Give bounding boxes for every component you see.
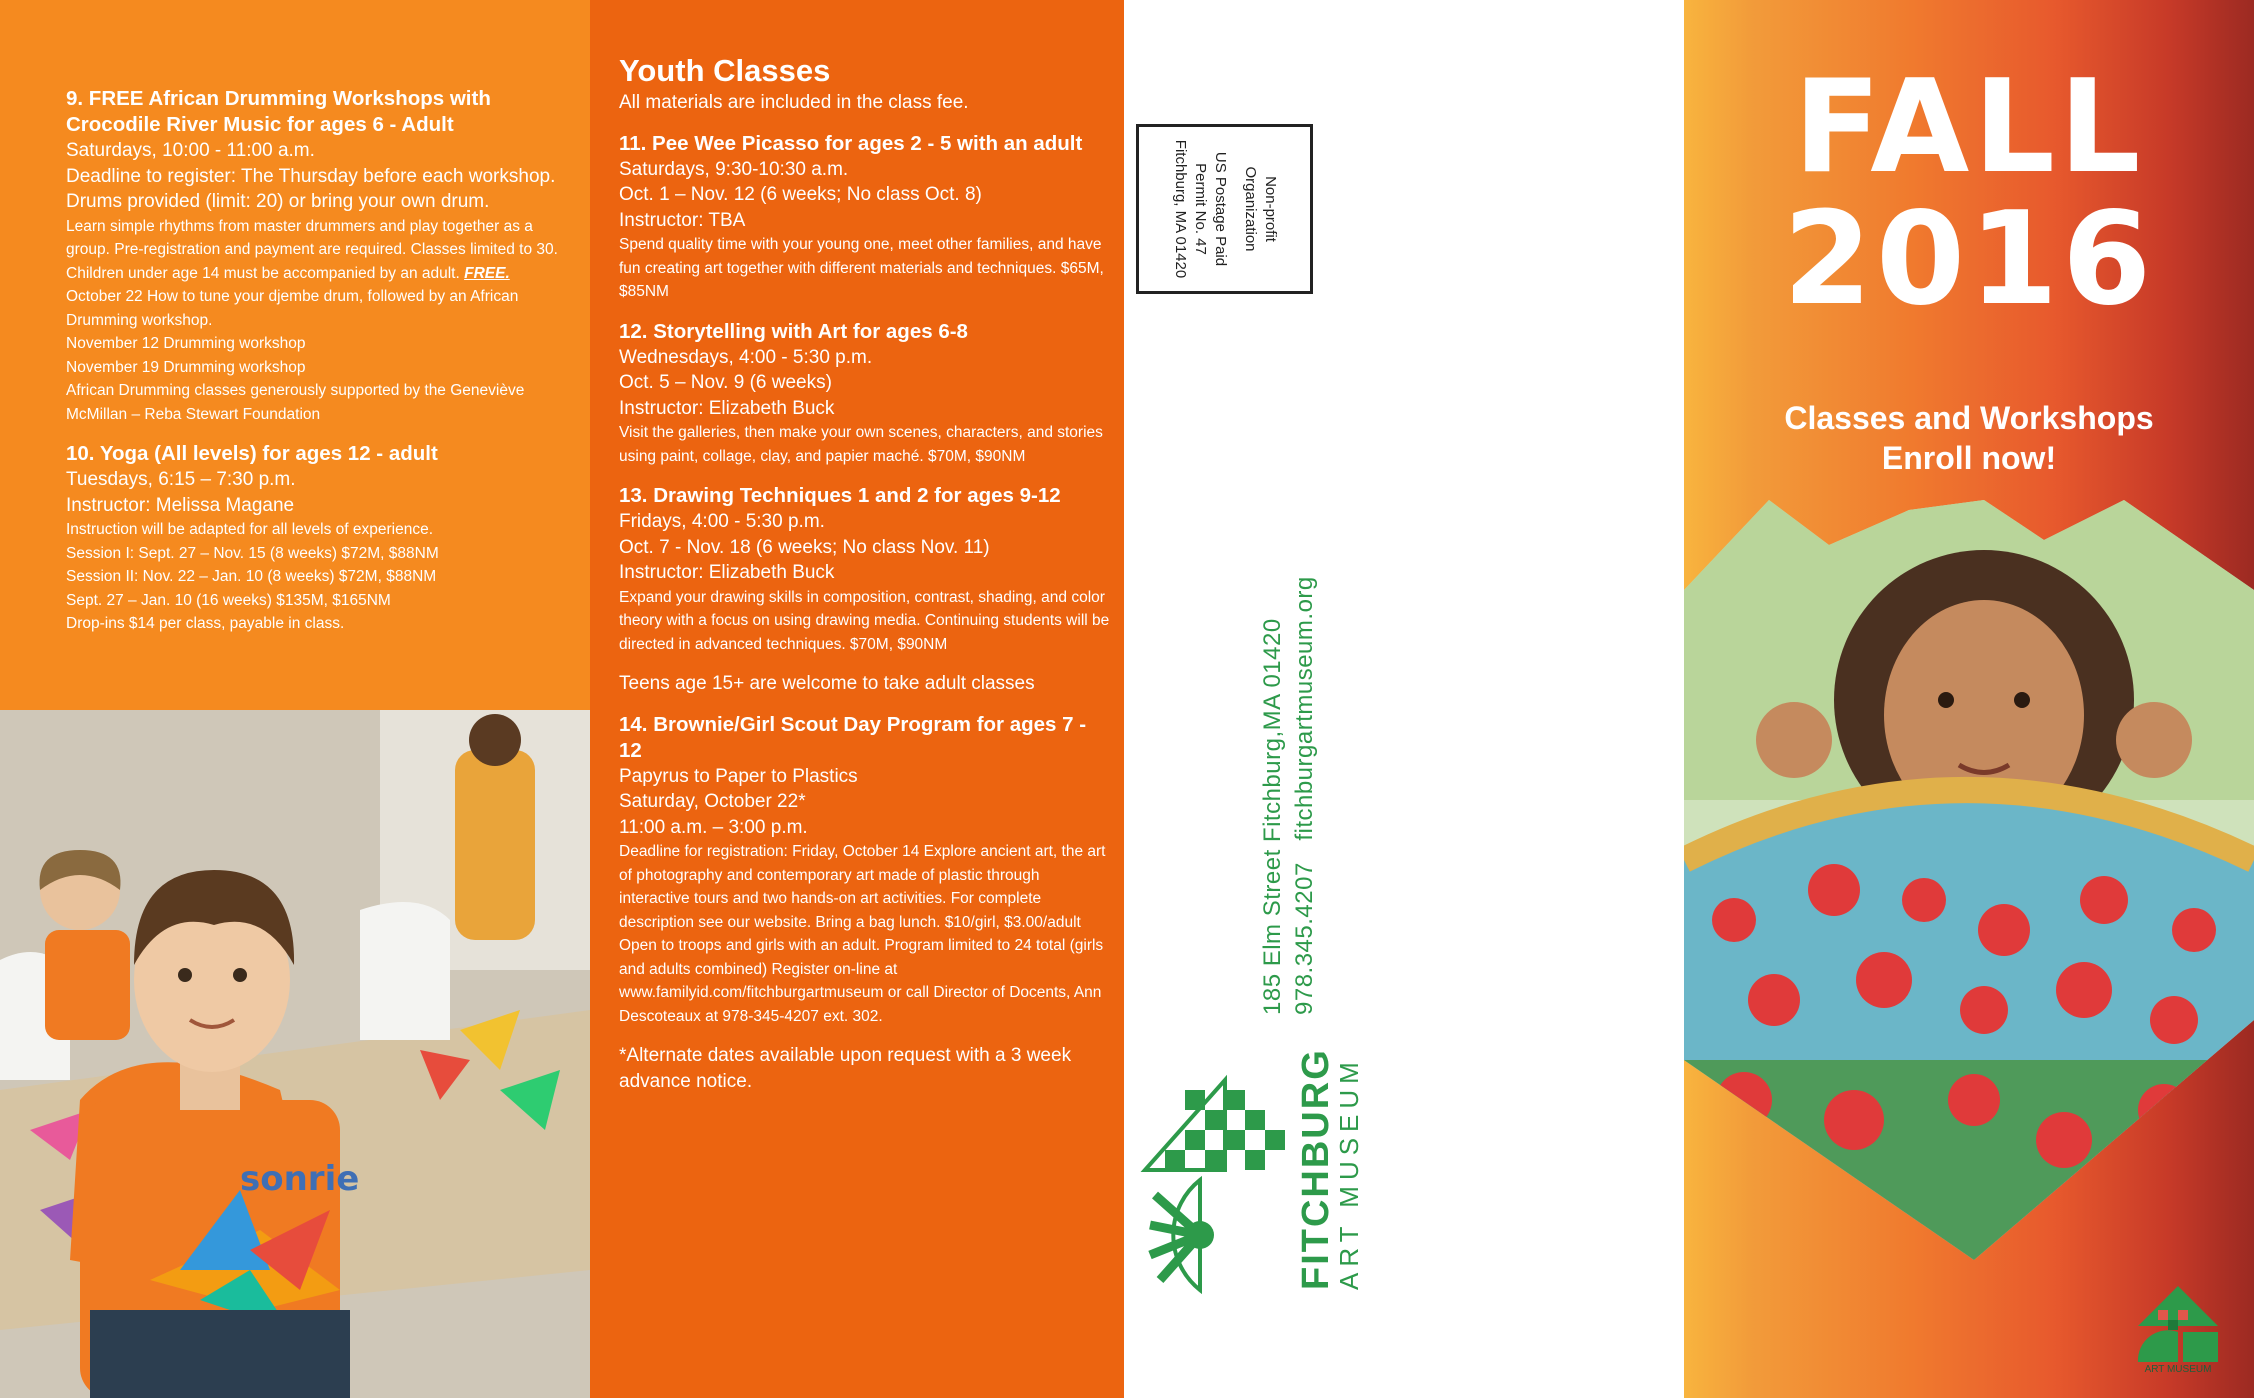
panel-drumming-yoga	[0, 0, 590, 1398]
item14-date: Saturday, October 22*	[619, 791, 806, 812]
item13-instructor: Instructor: Elizabeth Buck	[619, 562, 835, 583]
tagline-line1: Classes and Workshops	[1784, 400, 2154, 436]
boy-art-class-photo	[0, 710, 590, 1398]
item14-program: Papyrus to Paper to Plastics	[619, 765, 858, 787]
item9-session-3: November 19 Drumming workshop	[66, 358, 306, 376]
item12-description: Visit the galleries, then make your own scenes, characters, and stories using paint, collage, clay, and papier maché. $70M, $90NM	[619, 424, 1103, 465]
spacer	[619, 468, 1110, 483]
museum-name	[1297, 1048, 1363, 1290]
spacer	[66, 426, 568, 441]
item10-line: Session I: Sept. 27 – Nov. 15 (8 weeks) $72M, $88NM	[66, 544, 439, 562]
alternate-dates-note: *Alternate dates available upon request with a 3 week advance notice.	[619, 1045, 1072, 1092]
youth-classes-subtitle: All materials are included in the class fee.	[619, 92, 969, 113]
item10-line: Session II: Nov. 22 – Jan. 10 (8 weeks) $72M, $88NM	[66, 568, 437, 585]
indicia-line: US Postage Paid	[1211, 151, 1229, 267]
youth-classes-heading: Youth Classes	[619, 53, 831, 88]
boy-photo-illustration	[0, 710, 590, 1398]
item9-schedule: Saturdays, 10:00 - 11:00 a.m.	[66, 140, 315, 161]
item9-title: 9. FREE African Drumming Workshops with Crocodile River Music for ages 6 - Adult	[66, 87, 491, 136]
season-title	[1684, 53, 2254, 334]
item13-description: Expand your drawing skills in composition, contrast, shading, and color theory with a focus on using drawing media. Continuing students will be directed in advanced techniques. $70M, $90NM	[619, 588, 1110, 653]
item13-dates: Oct. 7 - Nov. 18 (6 weeks; No class Nov. 11)	[619, 536, 990, 558]
item11-description: Spend quality time with your young one, meet other families, and have fun creating art together with different materials and techniques. $65M, $85NM	[619, 236, 1104, 300]
item11-instructor: Instructor: TBA	[619, 209, 746, 231]
return-address	[1257, 576, 1321, 1015]
teens-note: Teens age 15+ are welcome to take adult classes	[619, 673, 1035, 694]
museum-name-line2: ART MUSEUM	[1334, 1056, 1364, 1290]
item14-time: 11:00 a.m. – 3:00 p.m.	[619, 816, 808, 838]
item13-schedule: Fridays, 4:00 - 5:30 p.m.	[619, 511, 825, 532]
svg-text:sonrie: sonrie	[240, 1159, 360, 1199]
panel1-text	[0, 0, 590, 710]
spacer	[619, 656, 1110, 671]
indicia-line: Non-profit	[1261, 176, 1279, 242]
item12-instructor: Instructor: Elizabeth Buck	[619, 397, 835, 419]
item10-line: Drop-ins $14 per class, payable in class.	[66, 615, 345, 632]
season-line1: FALL	[1793, 53, 2145, 202]
cover-tagline	[1684, 398, 2254, 478]
museum-logo-icon	[1140, 1070, 1310, 1300]
indicia-line: Fitchburg, MA 01420	[1171, 139, 1189, 279]
item9-deadline: Deadline to register: The Thursday before each workshop. Drums provided (limit: 20) or bring your own drum.	[66, 165, 556, 212]
item10-schedule: Tuesdays, 6:15 – 7:30 p.m.	[66, 469, 296, 490]
indicia-line: Permit No. 47	[1191, 163, 1209, 255]
postage-indicia	[1136, 124, 1313, 294]
item11-title: 11. Pee Wee Picasso for ages 2 - 5 with an adult	[619, 131, 1083, 155]
item10-title: 10. Yoga (All levels) for ages 12 - adult	[66, 442, 438, 465]
item10-line: Sept. 27 – Jan. 10 (16 weeks) $135M, $165NM	[66, 591, 391, 609]
item14-title: 14. Brownie/Girl Scout Day Program for ages 7 - 12	[619, 712, 1087, 762]
museum-name-line1: FITCHBURG	[1295, 1048, 1337, 1290]
item12-title: 12. Storytelling with Art for ages 6-8	[619, 319, 968, 343]
season-line2: 2016	[1782, 185, 2156, 334]
item9-free: FREE.	[464, 264, 510, 282]
item10-line: Instruction will be adapted for all levels of experience.	[66, 521, 434, 538]
item14-description: Deadline for registration: Friday, October 14 Explore ancient art, the art of photography and contemporary art made of plastic through interactive tours and two hands-on art activities. For complete description see our website. Bring a bag lunch. $10/girl, $3.00/adult Open to troops and girls with an adult. Program limited to 24 total (girls and adults combined) Register on-line at www.familyid.com/fitchburgartmuseum or call Director of Docents, Ann Descoteaux at 978-345-4207 ext. 302.	[619, 843, 1106, 1025]
item9-session-2: November 12 Drumming workshop	[66, 335, 306, 352]
item12-dates: Oct. 5 – Nov. 9 (6 weeks)	[619, 372, 832, 393]
item11-schedule: Saturdays, 9:30-10:30 a.m.	[619, 158, 849, 180]
item10-instructor: Instructor: Melissa Magane	[66, 494, 295, 516]
small-logo-text: ART MUSEUM	[2144, 1364, 2212, 1374]
spacer	[619, 1028, 1110, 1043]
indicia-line: Organization	[1241, 166, 1259, 252]
item9-desc-text: Learn simple rhythms from master drummers and play together as a group. Pre-registration and payment are required. Classes limited to 30. Children under age 14 must be accompanied by an adult.	[66, 217, 558, 282]
phone-and-website: 978.345.4207 fitchburgartmuseum.org	[1291, 576, 1318, 1015]
item9-session-1: October 22 How to tune your djembe drum, followed by an African Drumming workshop.	[66, 288, 519, 329]
tagline-line2: Enroll now!	[1881, 440, 2057, 476]
item9-description	[66, 215, 568, 286]
item12-schedule: Wednesdays, 4:00 - 5:30 p.m.	[619, 346, 873, 368]
item11-dates: Oct. 1 – Nov. 12 (6 weeks; No class Oct. 8)	[619, 184, 982, 205]
girl-with-painting-photo	[1684, 500, 2254, 1260]
item13-title: 13. Drawing Techniques 1 and 2 for ages 9-12	[619, 484, 1061, 507]
spacer	[619, 697, 1110, 712]
spacer	[619, 304, 1110, 319]
street-address: 185 Elm Street Fitchburg,MA 01420	[1259, 618, 1286, 1015]
indicia-text	[1170, 129, 1280, 289]
spacer	[619, 116, 1110, 131]
panel-youth-classes	[590, 0, 1124, 1398]
small-museum-logo-icon	[2128, 1282, 2228, 1374]
item9-sponsor: African Drumming classes generously supported by the Geneviève McMillan – Reba Stewart Foundation	[66, 382, 525, 423]
